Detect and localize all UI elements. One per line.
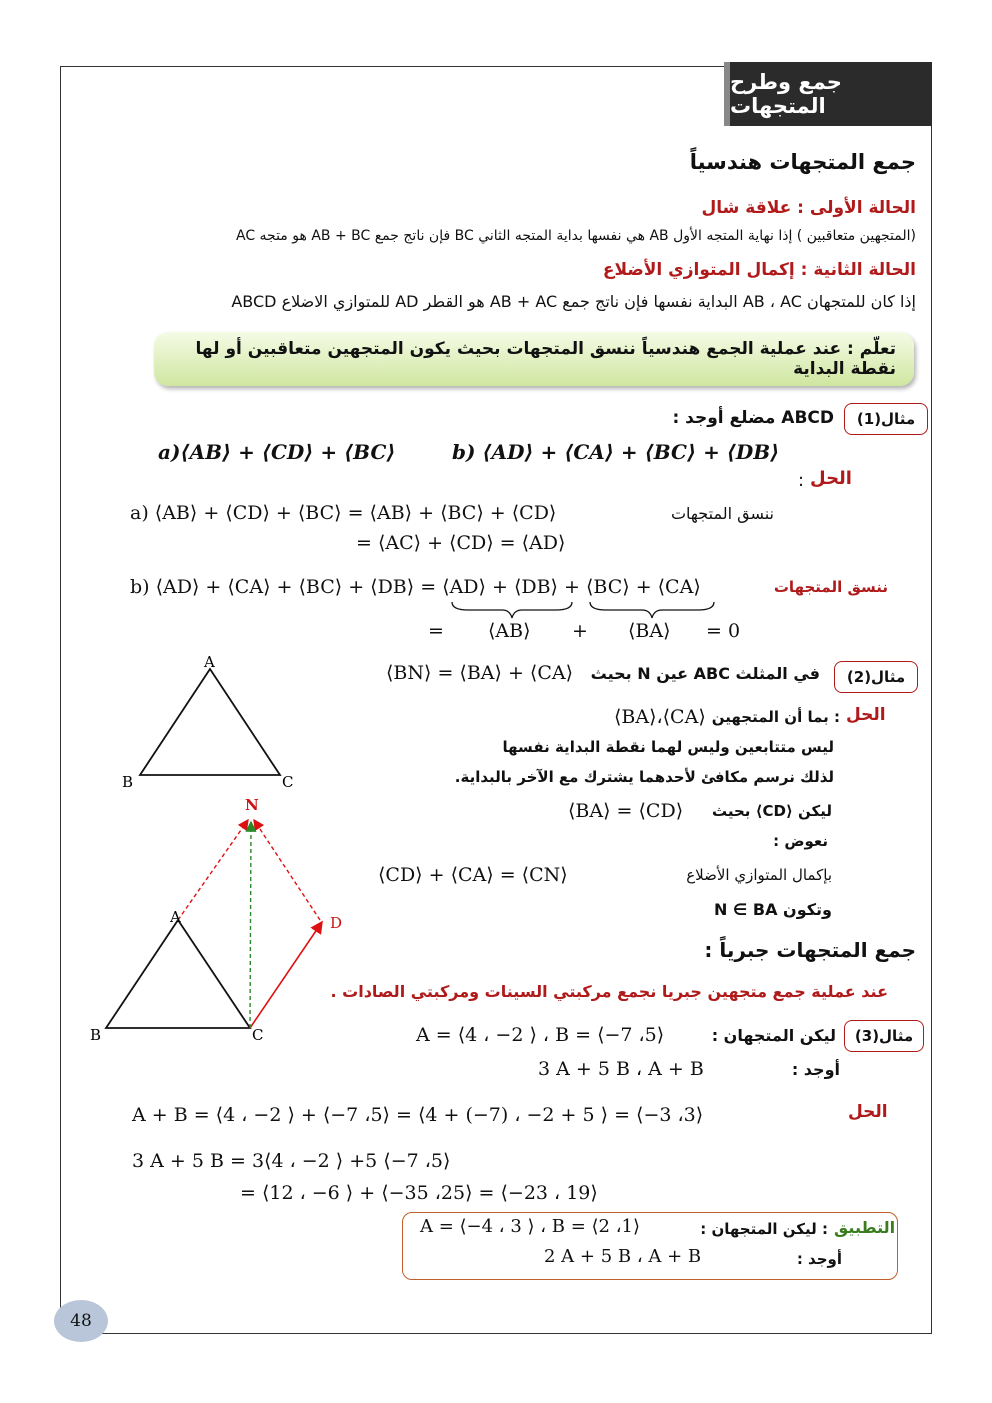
example2-line6-expr: ⟨CD⟩ + ⟨CA⟩ = ⟨CN⟩: [378, 864, 568, 886]
example2-line5: نعوض :: [773, 832, 828, 850]
point-n-label: N: [245, 796, 259, 814]
algebraic-heading: جمع المتجهات جبرياً :: [704, 938, 916, 962]
application-find-expr: 2 A + 5 B ، A + B: [544, 1246, 702, 1267]
example3-given-text: ليكن المتجهان :: [711, 1026, 836, 1045]
example2-prompt-expr: ⟨BN⟩ = ⟨BA⟩ + ⟨CA⟩: [386, 662, 574, 684]
example3-given-expr: A = ⟨4 ، −2 ⟩ ، B = ⟨−7 ،5⟩: [416, 1024, 665, 1046]
case1-text: (المتجهين متعاقبين ) إذا نهاية المتجه الأول AB هي نفسها بداية المتجه الثاني BC فإن ناتج جمع AB + BC هو متجه AC: [235, 228, 916, 244]
vector-cd-arrow: [250, 922, 322, 1028]
solution-a-line2: = ⟨AC⟩ + ⟨CD⟩ = ⟨AD⟩: [356, 532, 566, 554]
example1-solution-colon: :: [798, 470, 805, 491]
application-given-text: : ليكن المتجهان :: [700, 1220, 828, 1238]
triangle-abc-diagram: [118, 655, 308, 795]
example2-line1-expr: ⟨BA⟩،⟨CA⟩: [614, 706, 706, 728]
case2-text: إذا كان للمتجهان AB ، AC البداية نفسها فإن ناتج جمع AB + AC هو القطر AD للمتوازي الاضلاع ABCD: [231, 292, 916, 311]
page-number-badge: [54, 1300, 108, 1342]
example2-line7: وتكون N ∈ BA: [714, 900, 832, 919]
example2-prompt-text: في المثلث ABC عين N بحيث: [590, 664, 820, 683]
application-find-text: أوجد :: [796, 1250, 842, 1268]
example2-line4-expr: ⟨BA⟩ = ⟨CD⟩: [568, 800, 684, 822]
solution-b-ab: ⟨AB⟩: [488, 620, 531, 642]
page-number: 48: [70, 1311, 92, 1331]
case1-title: الحالة الأولى : علاقة شال: [701, 198, 916, 218]
example3-find-expr: 3 A + 5 B ، A + B: [538, 1058, 704, 1080]
solution-b-line1: b) ⟨AD⟩ + ⟨CA⟩ + ⟨BC⟩ + ⟨DB⟩ = ⟨AD⟩ + ⟨DB⟩ + ⟨BC⟩ + ⟨CA⟩: [130, 576, 701, 598]
example2-line3: لذلك نرسم مكافئ لأحدهما يشترك مع الآخر بالبداية.: [454, 768, 834, 786]
case2-title: الحالة الثانية : إكمال المتوازي الأضلاع: [602, 260, 916, 280]
geometric-heading: جمع المتجهات هندسياً: [689, 150, 916, 174]
arrange-label: ننسق المتجهات: [670, 504, 774, 523]
example3-solution-line2: 3 A + 5 B = 3⟨4 ، −2 ⟩ +5 ⟨−7 ،5⟩: [132, 1150, 451, 1172]
section-title: جمع وطرح المتجهات: [730, 70, 842, 118]
example2-solution-label: الحل: [846, 705, 886, 725]
example3-solution-line1: A + B = ⟨4 ، −2 ⟩ + ⟨−7 ،5⟩ = ⟨4 + (−7) ، −2 + 5 ⟩ = ⟨−3 ،3⟩: [132, 1104, 704, 1126]
underbraces: [448, 600, 718, 620]
vertex-b-label: B: [122, 773, 134, 791]
dashed-an-line: [178, 820, 248, 920]
application-label: التطبيق: [834, 1218, 896, 1237]
example2-line2: ليس متتابعين وليس لهما نقطة البداية نفسها: [502, 738, 834, 756]
example3-find-text: أوجد :: [791, 1060, 840, 1079]
vertex-c-label: C: [282, 773, 294, 791]
example2-line1-text: : بما أن المتجهين: [711, 708, 840, 726]
solution-b-ba: ⟨BA⟩: [628, 620, 671, 642]
example2-badge: مثال(2): [834, 661, 918, 693]
point-c-label: C: [252, 1026, 264, 1044]
application-given-expr: A = ⟨−4 ، 3 ⟩ ، B = ⟨2 ،1⟩: [420, 1216, 641, 1237]
solution-b-plus: +: [572, 620, 588, 642]
section-title-tab: [724, 62, 932, 126]
example1-solution-label: الحل: [810, 468, 852, 489]
solution-b-eq: =: [428, 620, 444, 642]
solution-a-line1: a) ⟨AB⟩ + ⟨CD⟩ + ⟨BC⟩ = ⟨AB⟩ + ⟨BC⟩ + ⟨CD⟩: [130, 502, 557, 524]
vector-cn-arrow: [250, 822, 251, 1028]
point-b-label: B: [90, 1026, 102, 1044]
point-a-label: A: [170, 908, 181, 926]
example1-b-expr: b) ⟨AD⟩ + ⟨CA⟩ + ⟨BC⟩ + ⟨DB⟩: [452, 440, 780, 464]
example1-prompt: ABCD مضلع أوجد :: [672, 408, 834, 428]
solution-b-zero: = 0: [706, 620, 741, 642]
example2-line4-text: ليكن ⟨CD⟩ بحيث: [711, 802, 832, 820]
vertex-a-label: A: [204, 655, 215, 671]
algebraic-rule: عند عملية جمع متجهين جبريا نجمع مركبتي السينات ومركبتي الصادات .: [330, 982, 888, 1001]
learn-note: [154, 332, 914, 386]
point-d-label: D: [330, 914, 343, 932]
example1-a-expr: a)⟨AB⟩ + ⟨CD⟩ + ⟨BC⟩: [158, 440, 396, 464]
example2-line6-text: بإكمال المتوازي الأضلاع: [686, 866, 832, 884]
example1-badge: مثال(1): [844, 403, 928, 435]
example3-badge: مثال(3): [844, 1020, 924, 1052]
parallelogram-construction-diagram: [88, 796, 358, 1046]
learn-note-text: تعلّم : عند عملية الجمع هندسياً ننسق المتجهات بحيث يكون المتجهين متعاقبين أو لها نقطة البداية: [195, 339, 896, 379]
example3-solution-label: الحل: [848, 1102, 888, 1122]
arrange-label-red: ننسق المتجهات: [773, 578, 888, 596]
example3-solution-line3: = ⟨12 ، −6 ⟩ + ⟨−35 ،25⟩ = ⟨−23 ، 19⟩: [240, 1182, 598, 1204]
dashed-dn-line: [254, 820, 320, 920]
